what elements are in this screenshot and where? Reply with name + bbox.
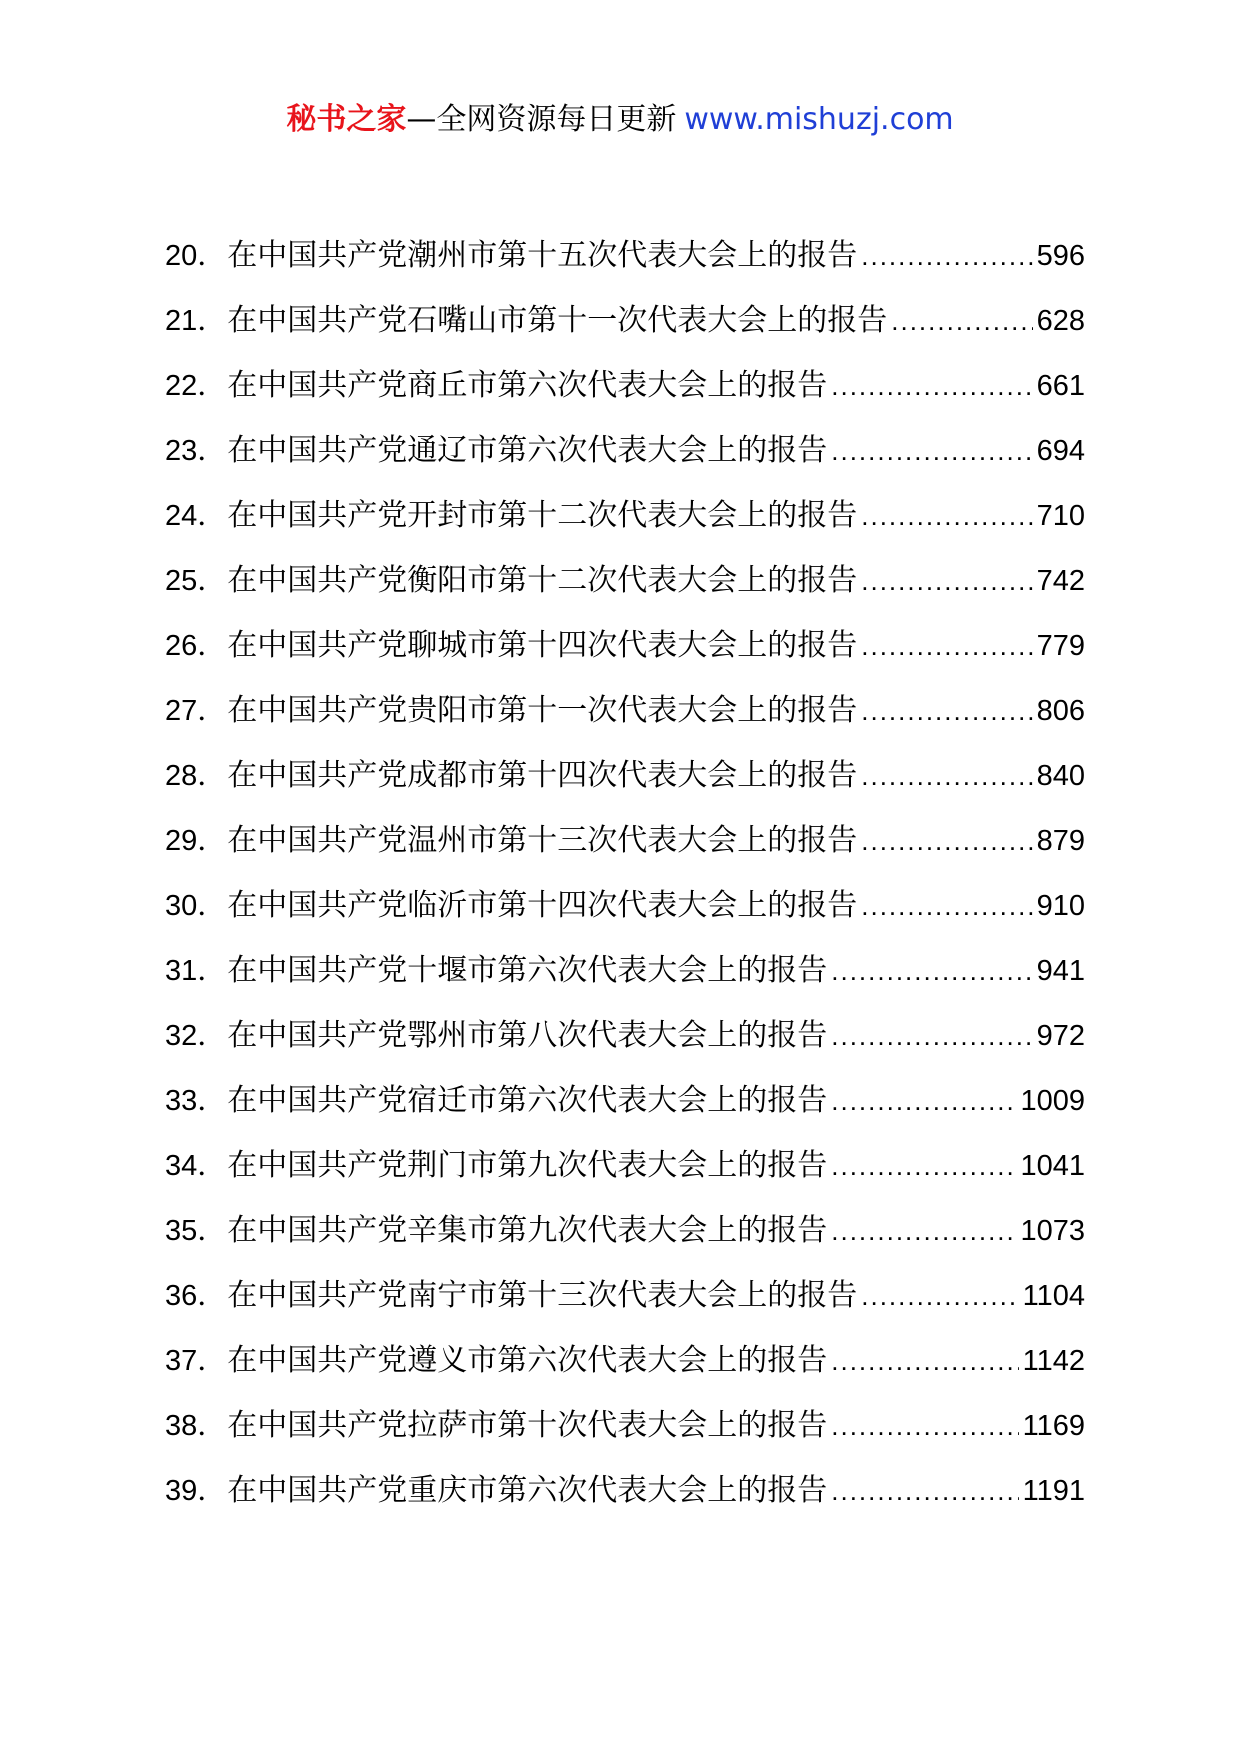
toc-entry-page-number: 1104 (1022, 1280, 1085, 1312)
toc-entry-number: 30 (165, 890, 198, 922)
toc-entry[interactable] (165, 1080, 1085, 1145)
toc-entry[interactable] (165, 430, 1085, 495)
toc-entry[interactable] (165, 1470, 1085, 1535)
toc-entry-leader-dots (861, 496, 1032, 536)
toc-entry-page-number: 1191 (1022, 1475, 1085, 1507)
toc-entry-leader-dots (831, 1406, 1018, 1446)
toc-entry-page-number: 879 (1036, 825, 1085, 857)
toc-entry-page-number: 941 (1036, 955, 1085, 987)
toc-entry-separator: ． (197, 1083, 227, 1117)
toc-entry-title: 在中国共产党荆门市第九次代表大会上的报告 (227, 1148, 828, 1183)
toc-entry-page-number: 972 (1036, 1020, 1085, 1052)
toc-entry-page-number: 910 (1036, 890, 1085, 922)
toc-entry-number: 21 (165, 305, 198, 337)
toc-entry-title: 在中国共产党临沂市第十四次代表大会上的报告 (227, 888, 858, 923)
page-header (0, 100, 1240, 140)
toc-entry-page-number: 1169 (1022, 1410, 1085, 1442)
toc-entry-number: 31 (165, 955, 198, 987)
toc-entry-number: 29 (165, 825, 198, 857)
toc-entry-separator: ． (197, 563, 227, 597)
toc-entry-page-number: 1041 (1020, 1150, 1085, 1182)
toc-entry-separator: ． (197, 1148, 227, 1182)
toc-entry-number: 34 (165, 1150, 198, 1182)
toc-entry-separator: ． (197, 433, 227, 467)
toc-entry-separator: ． (197, 498, 227, 532)
toc-entry[interactable] (165, 1275, 1085, 1340)
toc-entry-leader-dots (861, 756, 1032, 796)
toc-entry-number: 25 (165, 565, 198, 597)
toc-entry-leader-dots (831, 1146, 1016, 1186)
toc-entry-separator: ． (197, 888, 227, 922)
toc-entry-page-number: 596 (1036, 240, 1085, 272)
toc-entry[interactable] (165, 365, 1085, 430)
toc-entry-number: 23 (165, 435, 198, 467)
toc-entry-title: 在中国共产党商丘市第六次代表大会上的报告 (227, 368, 828, 403)
toc-entry-number: 39 (165, 1475, 198, 1507)
header-brand: 秘书之家 (286, 102, 407, 137)
toc-entry-title: 在中国共产党温州市第十三次代表大会上的报告 (227, 823, 858, 858)
toc-entry-separator: ． (197, 303, 227, 337)
toc-entry-number: 22 (165, 370, 198, 402)
toc-entry[interactable] (165, 235, 1085, 300)
toc-entry-separator: ． (197, 693, 227, 727)
toc-entry-title: 在中国共产党鄂州市第八次代表大会上的报告 (227, 1018, 828, 1053)
toc-entry[interactable] (165, 1210, 1085, 1275)
toc-entry-page-number: 710 (1036, 500, 1085, 532)
toc-entry-page-number: 1142 (1022, 1345, 1085, 1377)
toc-entry-number: 32 (165, 1020, 198, 1052)
toc-entry-leader-dots (831, 951, 1032, 991)
toc-entry[interactable] (165, 950, 1085, 1015)
toc-entry-page-number: 742 (1036, 565, 1085, 597)
toc-entry[interactable] (165, 820, 1085, 885)
toc-entry-separator: ． (197, 368, 227, 402)
toc-entry-separator: ． (197, 628, 227, 662)
toc-entry-separator: ． (197, 1018, 227, 1052)
toc-entry-title: 在中国共产党成都市第十四次代表大会上的报告 (227, 758, 858, 793)
toc-entry-number: 37 (165, 1345, 198, 1377)
toc-entry-number: 33 (165, 1085, 198, 1117)
toc-entry-title: 在中国共产党重庆市第六次代表大会上的报告 (227, 1473, 828, 1508)
toc-entry-number: 35 (165, 1215, 198, 1247)
toc-entry-title: 在中国共产党宿迁市第六次代表大会上的报告 (227, 1083, 828, 1118)
toc-entry-number: 26 (165, 630, 198, 662)
toc-entry-number: 28 (165, 760, 198, 792)
toc-entry-number: 36 (165, 1280, 198, 1312)
toc-entry-leader-dots (861, 626, 1032, 666)
toc-entry[interactable] (165, 560, 1085, 625)
toc-entry-title: 在中国共产党十堰市第六次代表大会上的报告 (227, 953, 828, 988)
toc-entry-leader-dots (861, 236, 1032, 276)
toc-entry[interactable] (165, 1405, 1085, 1470)
toc-entry-separator: ． (197, 238, 227, 272)
toc-entry[interactable] (165, 300, 1085, 365)
header-tagline: —全网资源每日更新 (406, 102, 677, 137)
toc-entry-number: 27 (165, 695, 198, 727)
table-of-contents (165, 235, 1085, 1535)
toc-entry-leader-dots (831, 1471, 1018, 1511)
toc-entry-title: 在中国共产党辛集市第九次代表大会上的报告 (227, 1213, 828, 1248)
toc-entry-leader-dots (831, 366, 1032, 406)
toc-entry-separator: ． (197, 1473, 227, 1507)
toc-entry-page-number: 694 (1036, 435, 1085, 467)
toc-entry-title: 在中国共产党开封市第十二次代表大会上的报告 (227, 498, 858, 533)
toc-entry-title: 在中国共产党拉萨市第十次代表大会上的报告 (227, 1408, 828, 1443)
toc-entry-title: 在中国共产党聊城市第十四次代表大会上的报告 (227, 628, 858, 663)
toc-entry-page-number: 661 (1036, 370, 1085, 402)
toc-entry-separator: ． (197, 758, 227, 792)
toc-entry[interactable] (165, 885, 1085, 950)
toc-entry-page-number: 1073 (1020, 1215, 1085, 1247)
toc-entry-page-number: 1009 (1020, 1085, 1085, 1117)
toc-entry-leader-dots (861, 561, 1032, 601)
toc-entry-separator: ． (197, 1213, 227, 1247)
toc-entry-leader-dots (831, 1081, 1016, 1121)
toc-entry-separator: ． (197, 1408, 227, 1442)
toc-entry-title: 在中国共产党衡阳市第十二次代表大会上的报告 (227, 563, 858, 598)
toc-entry-separator: ． (197, 953, 227, 987)
toc-entry[interactable] (165, 1145, 1085, 1210)
toc-entry-page-number: 840 (1036, 760, 1085, 792)
toc-entry-leader-dots (861, 886, 1032, 926)
toc-entry[interactable] (165, 690, 1085, 755)
toc-entry-leader-dots (861, 821, 1032, 861)
toc-entry-title: 在中国共产党南宁市第十三次代表大会上的报告 (227, 1278, 858, 1313)
toc-entry-leader-dots (831, 431, 1032, 471)
toc-entry-leader-dots (891, 301, 1032, 341)
toc-entry-leader-dots (831, 1016, 1032, 1056)
toc-entry-separator: ． (197, 1278, 227, 1312)
toc-entry-number: 24 (165, 500, 198, 532)
toc-entry-title: 在中国共产党遵义市第六次代表大会上的报告 (227, 1343, 828, 1378)
header-url-link[interactable]: www.mishuzj.com (684, 102, 954, 137)
toc-entry-title: 在中国共产党石嘴山市第十一次代表大会上的报告 (227, 303, 888, 338)
toc-entry-separator: ． (197, 823, 227, 857)
toc-entry-leader-dots (831, 1341, 1018, 1381)
toc-entry-number: 20 (165, 240, 198, 272)
toc-entry[interactable] (165, 495, 1085, 560)
toc-entry-leader-dots (861, 1276, 1018, 1316)
toc-entry-leader-dots (831, 1211, 1016, 1251)
toc-entry-page-number: 806 (1036, 695, 1085, 727)
toc-entry-title: 在中国共产党潮州市第十五次代表大会上的报告 (227, 238, 858, 273)
toc-entry-title: 在中国共产党贵阳市第十一次代表大会上的报告 (227, 693, 858, 728)
toc-entry-title: 在中国共产党通辽市第六次代表大会上的报告 (227, 433, 828, 468)
toc-entry-page-number: 628 (1036, 305, 1085, 337)
toc-entry-leader-dots (861, 691, 1032, 731)
toc-entry-page-number: 779 (1036, 630, 1085, 662)
toc-entry-separator: ． (197, 1343, 227, 1377)
toc-entry[interactable] (165, 625, 1085, 690)
toc-entry[interactable] (165, 1340, 1085, 1405)
toc-entry[interactable] (165, 1015, 1085, 1080)
toc-entry-number: 38 (165, 1410, 198, 1442)
toc-entry[interactable] (165, 755, 1085, 820)
